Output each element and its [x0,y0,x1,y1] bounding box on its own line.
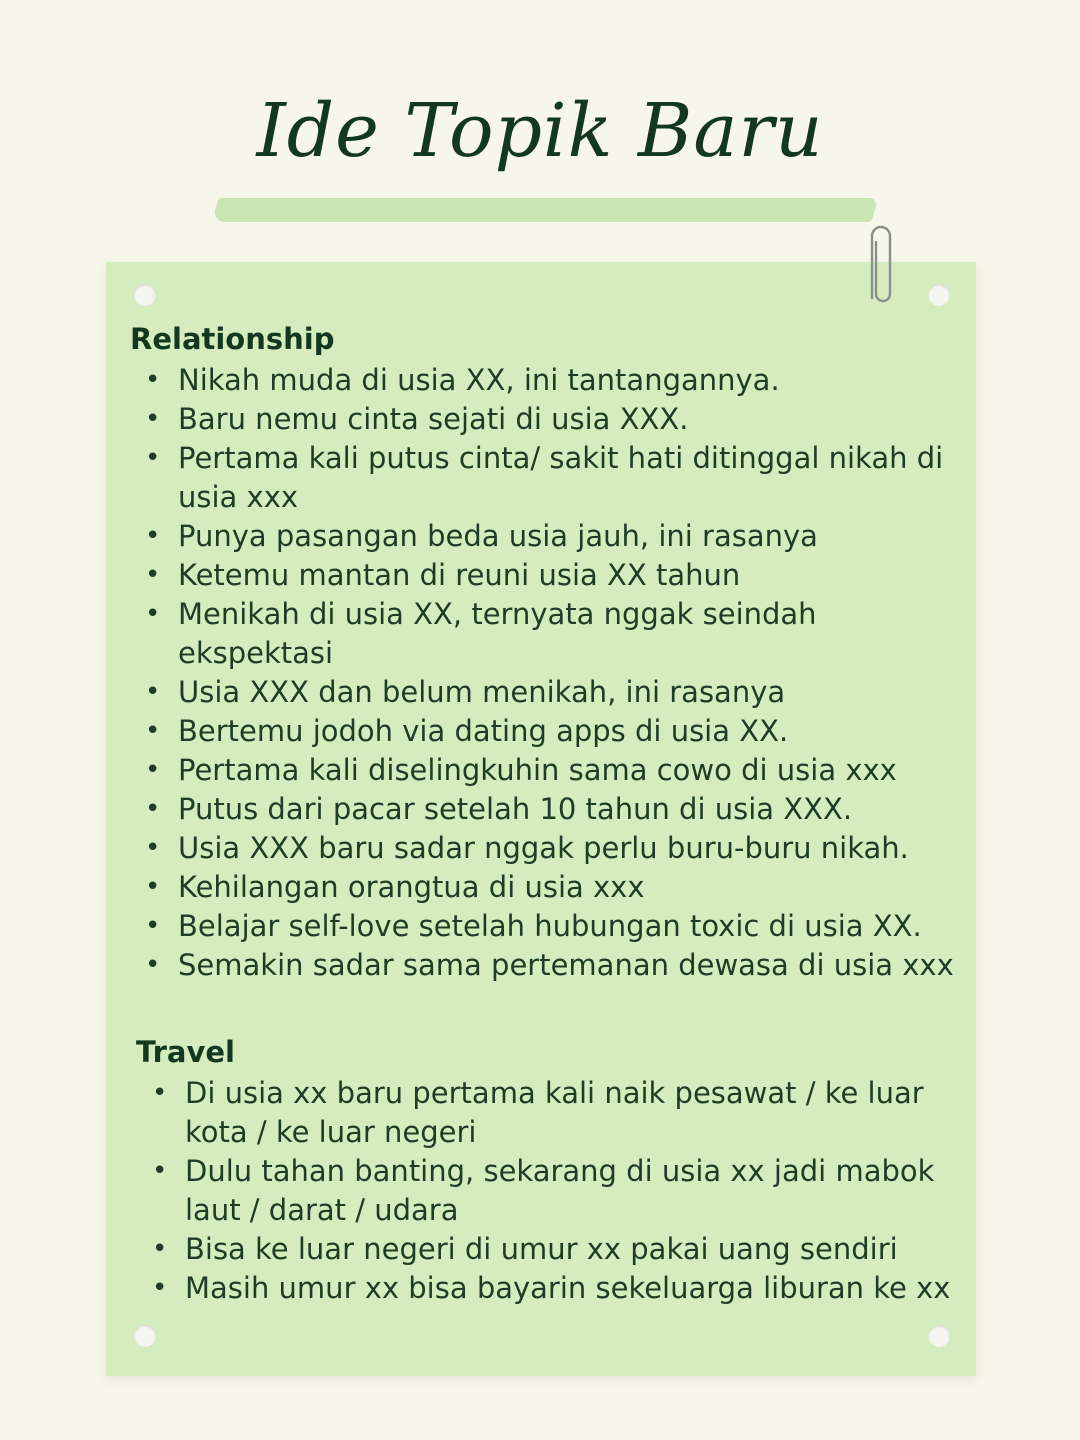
paperclip-icon [866,224,896,314]
bullet-dot: • [145,443,161,473]
relationship-list [132,361,962,985]
section-heading-travel: Travel [136,1035,235,1069]
list-item: • Usia XXX baru sadar nggak perlu buru-buru nikah. [132,829,962,868]
note-card [106,262,976,1376]
bullet-dot: • [145,911,161,941]
bullet-dot: • [145,950,161,980]
title-highlight-stroke [211,198,879,222]
list-item: • Bertemu jodoh via dating apps di usia XX. [132,712,962,751]
punch-hole [928,1325,950,1347]
list-item: • Dulu tahan banting, sekarang di usia xx jadi mabok laut / darat / udara [152,1154,935,1227]
list-item: • Punya pasangan beda usia jauh, ini rasanya [132,517,962,556]
list-item: • Baru nemu cinta sejati di usia XXX. [132,400,962,439]
bullet-dot: • [145,677,161,707]
bullet-dot: • [145,833,161,863]
bullet-dot: • [145,872,161,902]
list-item: • Di usia xx baru pertama kali naik pesawat / ke luar kota / ke luar negeri [152,1076,924,1149]
list-item: • Putus dari pacar setelah 10 tahun di usia XXX. [132,790,962,829]
section-heading-relationship: Relationship [130,322,335,356]
list-item: • Nikah muda di usia XX, ini tantangannya. [132,361,962,400]
punch-hole [928,284,950,306]
bullet-dot: • [145,716,161,746]
bullet-dot: • [145,560,161,590]
list-item: • Usia XXX dan belum menikah, ini rasanya [132,673,962,712]
bullet-dot: • [145,365,161,395]
bullet-dot: • [152,1234,168,1264]
list-item: • Pertama kali putus cinta/ sakit hati ditinggal nikah di usia xxx [145,441,944,514]
list-item: • Belajar self-love setelah hubungan toxic di usia XX. [132,907,962,946]
bullet-dot: • [145,794,161,824]
list-item: • Pertama kali diselingkuhin sama cowo di usia xxx [132,751,962,790]
page-title: Ide Topik Baru [256,88,824,174]
punch-hole [134,284,156,306]
bullet-dot: • [152,1078,168,1108]
list-item: • Masih umur xx bisa bayarin sekeluarga liburan ke xx [139,1269,962,1308]
list-item: • Semakin sadar sama pertemanan dewasa di usia xxx [132,946,962,985]
bullet-dot: • [145,521,161,551]
bullet-dot: • [152,1273,168,1303]
list-item: • Kehilangan orangtua di usia xxx [132,868,962,907]
bullet-dot: • [152,1156,168,1186]
bullet-dot: • [145,755,161,785]
bullet-dot: • [145,599,161,629]
list-item: • Ketemu mantan di reuni usia XX tahun [132,556,962,595]
travel-list [139,1074,962,1308]
list-item: • Menikah di usia XX, ternyata nggak seindah ekspektasi [145,597,817,670]
punch-hole [134,1325,156,1347]
list-item: • Bisa ke luar negeri di umur xx pakai uang sendiri [139,1230,962,1269]
bullet-dot: • [145,404,161,434]
